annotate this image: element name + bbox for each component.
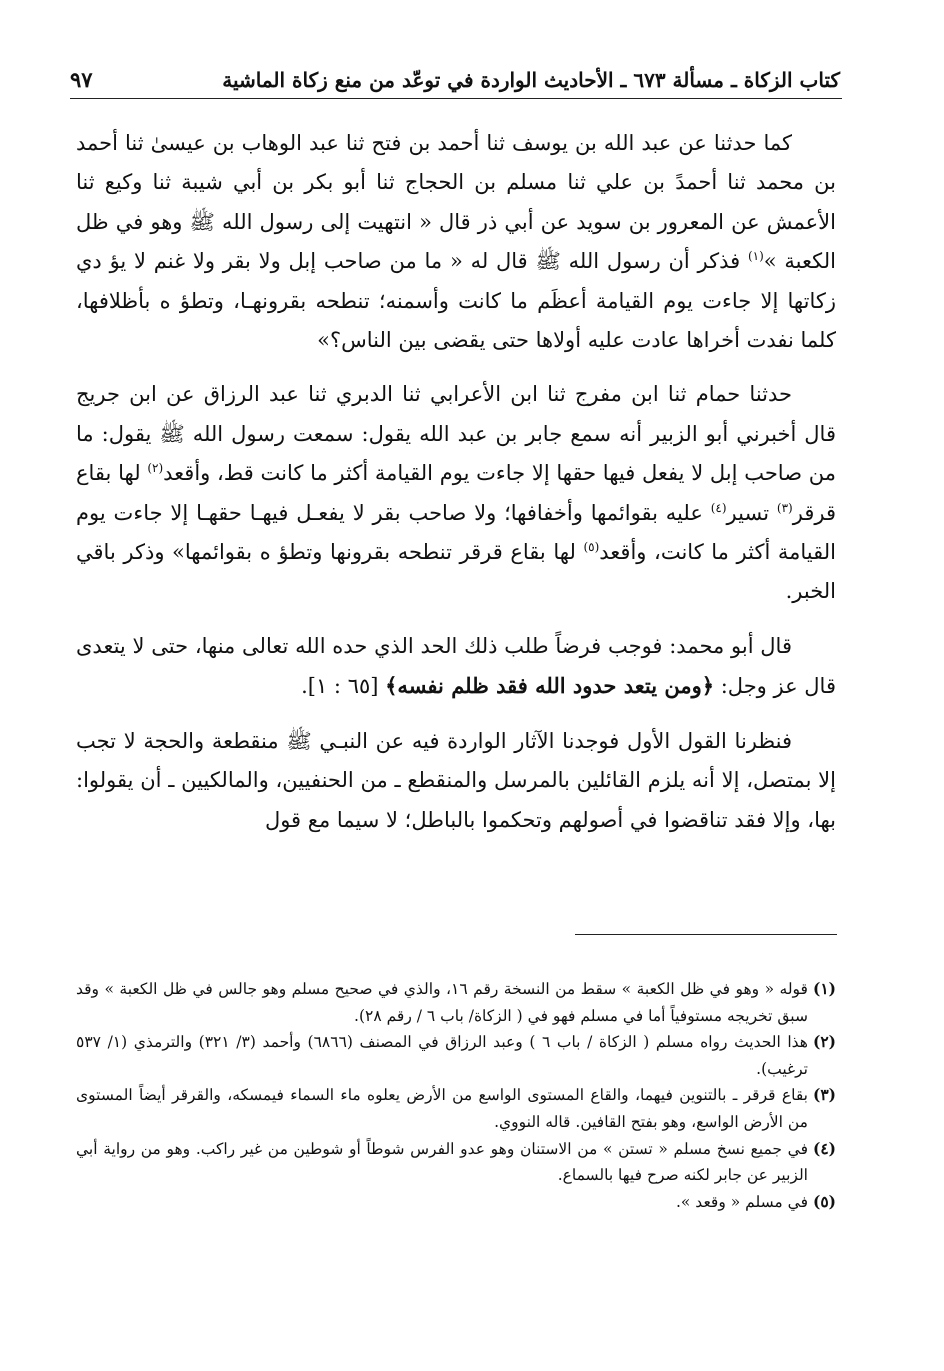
paragraph-1: [76, 124, 836, 360]
page-header: [70, 52, 840, 92]
footnote-text: هذا الحديث رواه مسلم ( الزكاة / باب ٦ ) وعبد الرزاق في المصنف (٦٨٦٦) وأحمد (٣/ ٣٢١) والترمذي (١/ ٥٣٧ ترغيب).: [76, 1033, 808, 1078]
footnote-5: [76, 1189, 836, 1216]
footnote-ref-2: (٢): [147, 461, 164, 476]
main-text: [76, 124, 836, 840]
footnote-number: (٣): [812, 1085, 836, 1105]
verse-reference: [٦٥ : ١].: [301, 674, 386, 699]
footnote-ref-4: (٤): [710, 500, 727, 515]
footnote-text: في جميع نسخ مسلم « تستن » من الاستنان وهو عدو الفرس شوطاً أو شوطين من غير راكب. وهو من رواية أبي الزبير عن جابر لكنه صرح فيها بالسماع.: [76, 1139, 808, 1185]
footnote-number: (٥): [812, 1191, 836, 1211]
footnote-ref-5: (٥): [583, 540, 600, 555]
footnote-2: [76, 1029, 836, 1082]
paragraph-text: لها بقاع قرقر: [76, 461, 836, 525]
footnote-separator: [575, 934, 837, 935]
paragraph-3: [76, 627, 836, 707]
paragraph-text: كما حدثنا عن عبد الله بن يوسف ثنا أحمد بن فتح ثنا عبد الوهاب بن عيسىٰ ثنا أحمد بن محمد ثنا أحمدً بن علي ثنا مسلم بن الحجاج ثنا أبو بكر بن أبي شيبة ثنا وكيع ثنا الأعمش عن المعرور بن سويد عن أبي ذر قال « انتهيت إلى رسول الله ﷺ وهو في ظل الكعبة »: [76, 131, 836, 274]
paragraph-2: [76, 375, 836, 611]
footnote-text: في مسلم « وقعد ».: [675, 1192, 808, 1211]
footnote-text: قوله « وهو في ظل الكعبة » سقط من النسخة رقم ١٦، والذي في صحيح مسلم وهو جالس في ظل الكعبة » وقد سبق تخريجه مستوفياً أما في مسلم فهو في ( الزكاة/ باب ٦ / رقم ٢٨).: [76, 980, 808, 1025]
page-number: ٩٧: [70, 67, 93, 92]
footnotes: [76, 976, 836, 1215]
paragraph-text: لها بقاع قرقر تنطحه بقرونها وتطؤ ه بقوائمها» وذكر باقي الخبر.: [76, 540, 836, 604]
footnote-1: [76, 976, 836, 1029]
paragraph-text: تسير: [726, 500, 777, 525]
paragraph-4: [76, 722, 836, 840]
paragraph-text: فنظرنا القول الأول فوجدنا الآثار الواردة فيه عن النبـي ﷺ منقطعة والحجة لا تجب إلا بمتصل، إلا أنه يلزم القائلين بالمرسل والمنقطع ـ من الحنفيين، والمالكيين ـ أن يقولوا: بها، وإلا فقد تناقضوا في أصولهم وتحكموا بالباطل؛ لا سيما مع قول: [76, 728, 836, 832]
footnote-number: (٢): [812, 1032, 836, 1052]
paragraph-text: حدثنا حمام ثنا ابن مفرج ثنا ابن الأعرابي ثنا الدبري ثنا عبد الرزاق عن ابن جريج قال أخبرني أبو الزبير أنه سمع جابر بن عبد الله يقول: سمعت رسول الله ﷺ يقول: ما من صاحب إبل لا يفعل فيها حقها إلا جاءت يوم القيامة أكثر ما كانت قط، وأقعد: [76, 382, 836, 486]
footnote-number: (٤): [812, 1138, 836, 1158]
footnote-ref-3: (٣): [776, 500, 793, 515]
footnote-text: بقاع قرقر ـ بالتنوين فيهما، والقاع المستوى الواسع من الأرض يعلوه ماء السماء فيمسكه، والقرقر أيضاً المستوى من الأرض الواسع، وهو بفتح القافين. قاله النووي.: [76, 1086, 808, 1131]
paragraph-text: فذكر أن رسول الله ﷺ قال له « ما من صاحب إبل ولا بقر ولا غنم لا يؤ دي زكاتها إلا جاءت يوم القيامة أعظَم ما كانت وأسمنه؛ تنطحه بقرونهـا، وتطؤ ه بأظلافها، كلما نفدت أخراها عادت عليه أولاها حتى يقضى بين الناس؟»: [76, 249, 836, 353]
paragraph-text: قال أبو محمد: فوجب فرضاً طلب ذلك الحد الذي حده الله تعالى منها، حتى لا يتعدى قال عز وجل:: [76, 633, 836, 699]
footnote-4: [76, 1136, 836, 1189]
quran-quote: ﴿ومن يتعد حدود الله فقد ظلم نفسه﴾: [385, 673, 715, 699]
paragraph-text: عليه بقوائمها وأخفافها؛ ولا صاحب بقر لا يفعـل فيهـا حقهـا إلا جاءت يوم القيامة أكثر ما كانت، وأقعد: [76, 500, 836, 565]
running-title: كتاب الزكاة ـ مسألة ٦٧٣ ـ الأحاديث الواردة في توعّد من منع زكاة الماشية: [222, 68, 840, 92]
footnote-number: (١): [812, 979, 836, 998]
header-rule: [70, 98, 842, 99]
footnote-ref-1: (١): [747, 249, 764, 264]
footnote-3: [76, 1082, 836, 1135]
